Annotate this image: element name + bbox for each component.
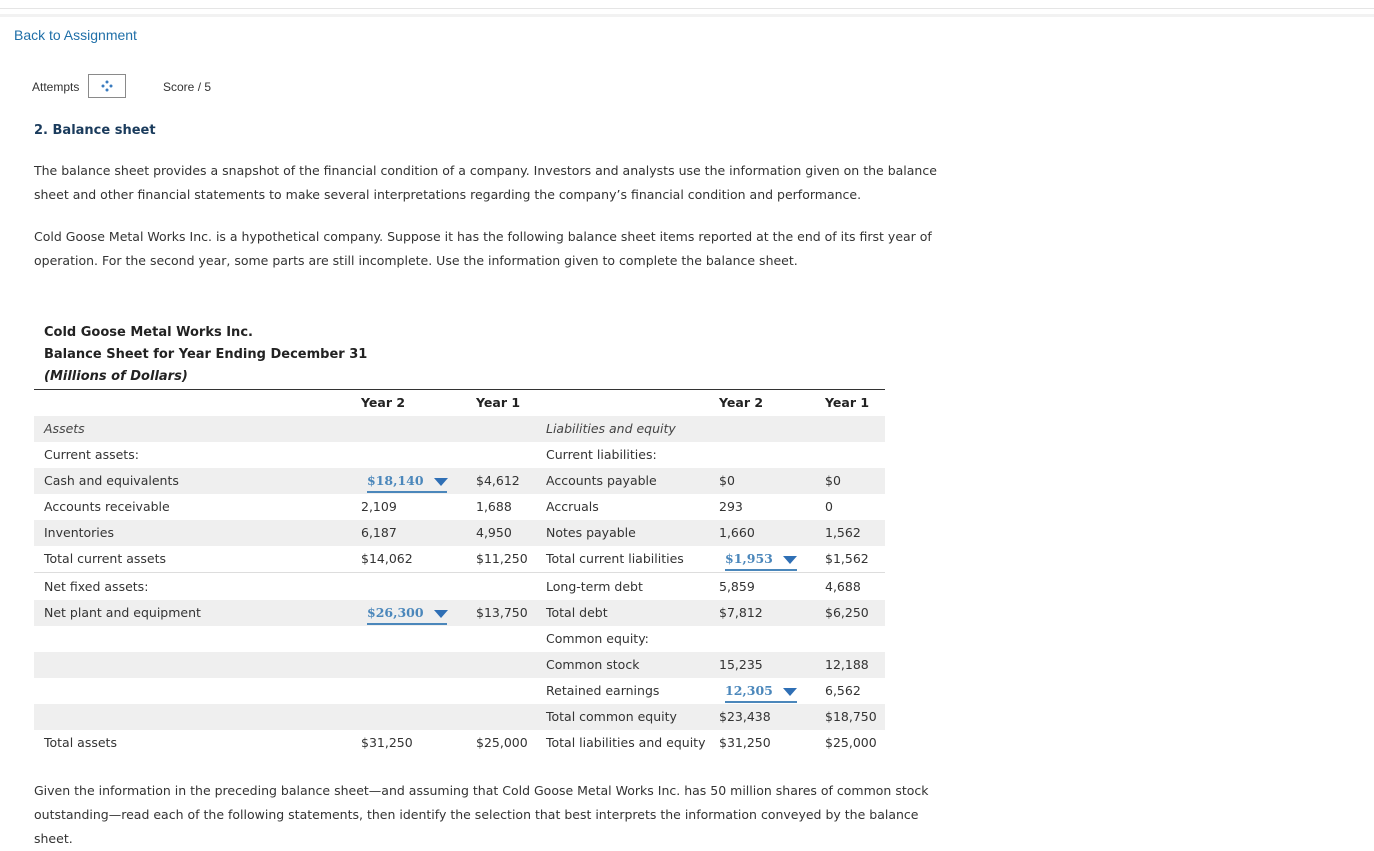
asset-year2-value: 6,187 <box>361 525 397 540</box>
table-row <box>34 730 885 756</box>
liability-year1-value: 6,562 <box>825 683 861 698</box>
question-title: 2. Balance sheet <box>34 123 156 138</box>
intro-paragraph: The balance sheet provides a snapshot of the financial condition of a company. Investors and analysts use the information given on the balance sheet and other financial statements to make several interpretations regarding the company’s financial condition and performance. <box>34 163 937 202</box>
asset-label: Current assets: <box>44 447 139 462</box>
col-header-liab-year2: Year 2 <box>719 395 764 410</box>
liability-year1-value: 12,188 <box>825 657 869 672</box>
back-to-assignment-link[interactable]: Back to Assignment <box>14 27 137 43</box>
liability-label: Accounts payable <box>546 473 657 488</box>
liability-year1-value: $0 <box>825 473 841 488</box>
asset-label: Inventories <box>44 525 114 540</box>
table-row <box>34 494 885 520</box>
liability-year2-value: $0 <box>719 473 735 488</box>
liability-year2-value: 1,660 <box>719 525 755 540</box>
asset-label: Total current assets <box>44 551 167 566</box>
table-row <box>34 442 885 468</box>
asset-year1-value: 4,950 <box>476 525 512 540</box>
retained-earnings-year2-dropdown[interactable] <box>725 681 797 703</box>
liability-label: Liabilities and equity <box>546 421 676 436</box>
asset-year1-value: $11,250 <box>476 551 528 566</box>
net-plant-year2-value: $26,300 <box>367 605 424 620</box>
liability-label: Notes payable <box>546 525 636 540</box>
cash-year2-dropdown[interactable] <box>367 471 447 493</box>
asset-label: Net fixed assets: <box>44 579 149 594</box>
liability-year1-value: $18,750 <box>825 709 877 724</box>
asset-year1-value: $25,000 <box>476 735 528 750</box>
top-divider <box>0 8 1374 9</box>
column-header-row <box>34 390 885 416</box>
table-row <box>34 468 885 494</box>
total-current-liabilities-year2-dropdown[interactable] <box>725 549 797 571</box>
asset-label: Cash and equivalents <box>44 473 179 488</box>
caret-down-icon <box>783 688 797 696</box>
col-header-assets-year2: Year 2 <box>361 395 406 410</box>
asset-label: Net plant and equipment <box>44 605 201 620</box>
liability-year2-value: $7,812 <box>719 605 763 620</box>
caret-down-icon <box>434 610 448 618</box>
asset-year2-value: 2,109 <box>361 499 397 514</box>
liability-year2-value: $31,250 <box>719 735 771 750</box>
score-value: / 5 <box>194 80 212 94</box>
cash-year2-value: $18,140 <box>367 473 424 488</box>
liability-label: Total common equity <box>546 709 677 724</box>
liability-label: Common equity: <box>546 631 649 646</box>
table-row <box>34 626 885 652</box>
asset-year2-value: $31,250 <box>361 735 413 750</box>
sheet-title: Balance Sheet for Year Ending December 31 <box>44 347 368 362</box>
liability-year2-value: 293 <box>719 499 743 514</box>
col-header-assets-year1: Year 1 <box>476 395 521 410</box>
liability-label: Common stock <box>546 657 640 672</box>
liability-year1-value: $25,000 <box>825 735 877 750</box>
total-current-liabilities-year2-value: $1,953 <box>725 551 773 566</box>
score-label: Score <box>163 80 195 94</box>
table-row <box>34 678 885 704</box>
liability-label: Current liabilities: <box>546 447 657 462</box>
liability-year1-value: $6,250 <box>825 605 869 620</box>
caret-down-icon <box>783 556 797 564</box>
caret-down-icon <box>434 478 448 486</box>
asset-label: Accounts receivable <box>44 499 170 514</box>
table-row <box>34 652 885 678</box>
table-row <box>34 574 885 600</box>
table-row <box>34 416 885 442</box>
asset-label: Total assets <box>44 735 117 750</box>
asset-year1-value: $4,612 <box>476 473 520 488</box>
asset-label: Assets <box>44 421 85 436</box>
liability-label: Long-term debt <box>546 579 643 594</box>
liability-year1-value: 4,688 <box>825 579 861 594</box>
attempts-label: Attempts <box>32 80 80 94</box>
liability-label: Accruals <box>546 499 599 514</box>
liability-year1-value: 0 <box>825 499 833 514</box>
liability-year1-value: $1,562 <box>825 551 869 566</box>
top-band <box>0 14 1374 17</box>
liability-year2-value: 5,859 <box>719 579 755 594</box>
table-row <box>34 704 885 730</box>
liability-label: Total current liabilities <box>546 551 684 566</box>
instruction-paragraph: Given the information in the preceding balance sheet—and assuming that Cold Goose Metal Works Inc. has 50 million shares of common stock outstanding—read each of the following statements, then identify the selection that best interprets the information conveyed by the balance sheet. <box>34 783 929 846</box>
spinner-icon <box>101 80 113 92</box>
liability-label: Total liabilities and equity <box>546 735 706 750</box>
liability-year2-value: $23,438 <box>719 709 771 724</box>
table-row <box>34 600 885 626</box>
scenario-paragraph: Cold Goose Metal Works Inc. is a hypothetical company. Suppose it has the following balance sheet items reported at the end of its first year of operation. For the second year, some parts are still incomplete. Use the information given to complete the balance sheet. <box>34 229 932 268</box>
col-header-liab-year1: Year 1 <box>825 395 870 410</box>
attempts-box <box>88 74 126 98</box>
liability-year1-value: 1,562 <box>825 525 861 540</box>
liability-year2-value: 15,235 <box>719 657 763 672</box>
asset-year1-value: $13,750 <box>476 605 528 620</box>
liability-label: Total debt <box>546 605 608 620</box>
score <box>163 80 211 94</box>
liability-label: Retained earnings <box>546 683 660 698</box>
net-plant-year2-dropdown[interactable] <box>367 603 447 625</box>
asset-year1-value: 1,688 <box>476 499 512 514</box>
asset-year2-value: $14,062 <box>361 551 413 566</box>
table-row <box>34 520 885 546</box>
row-separator <box>34 572 885 573</box>
sheet-units: (Millions of Dollars) <box>44 369 188 384</box>
company-name: Cold Goose Metal Works Inc. <box>44 325 253 340</box>
table-row <box>34 546 885 572</box>
retained-earnings-year2-value: 12,305 <box>725 683 773 698</box>
